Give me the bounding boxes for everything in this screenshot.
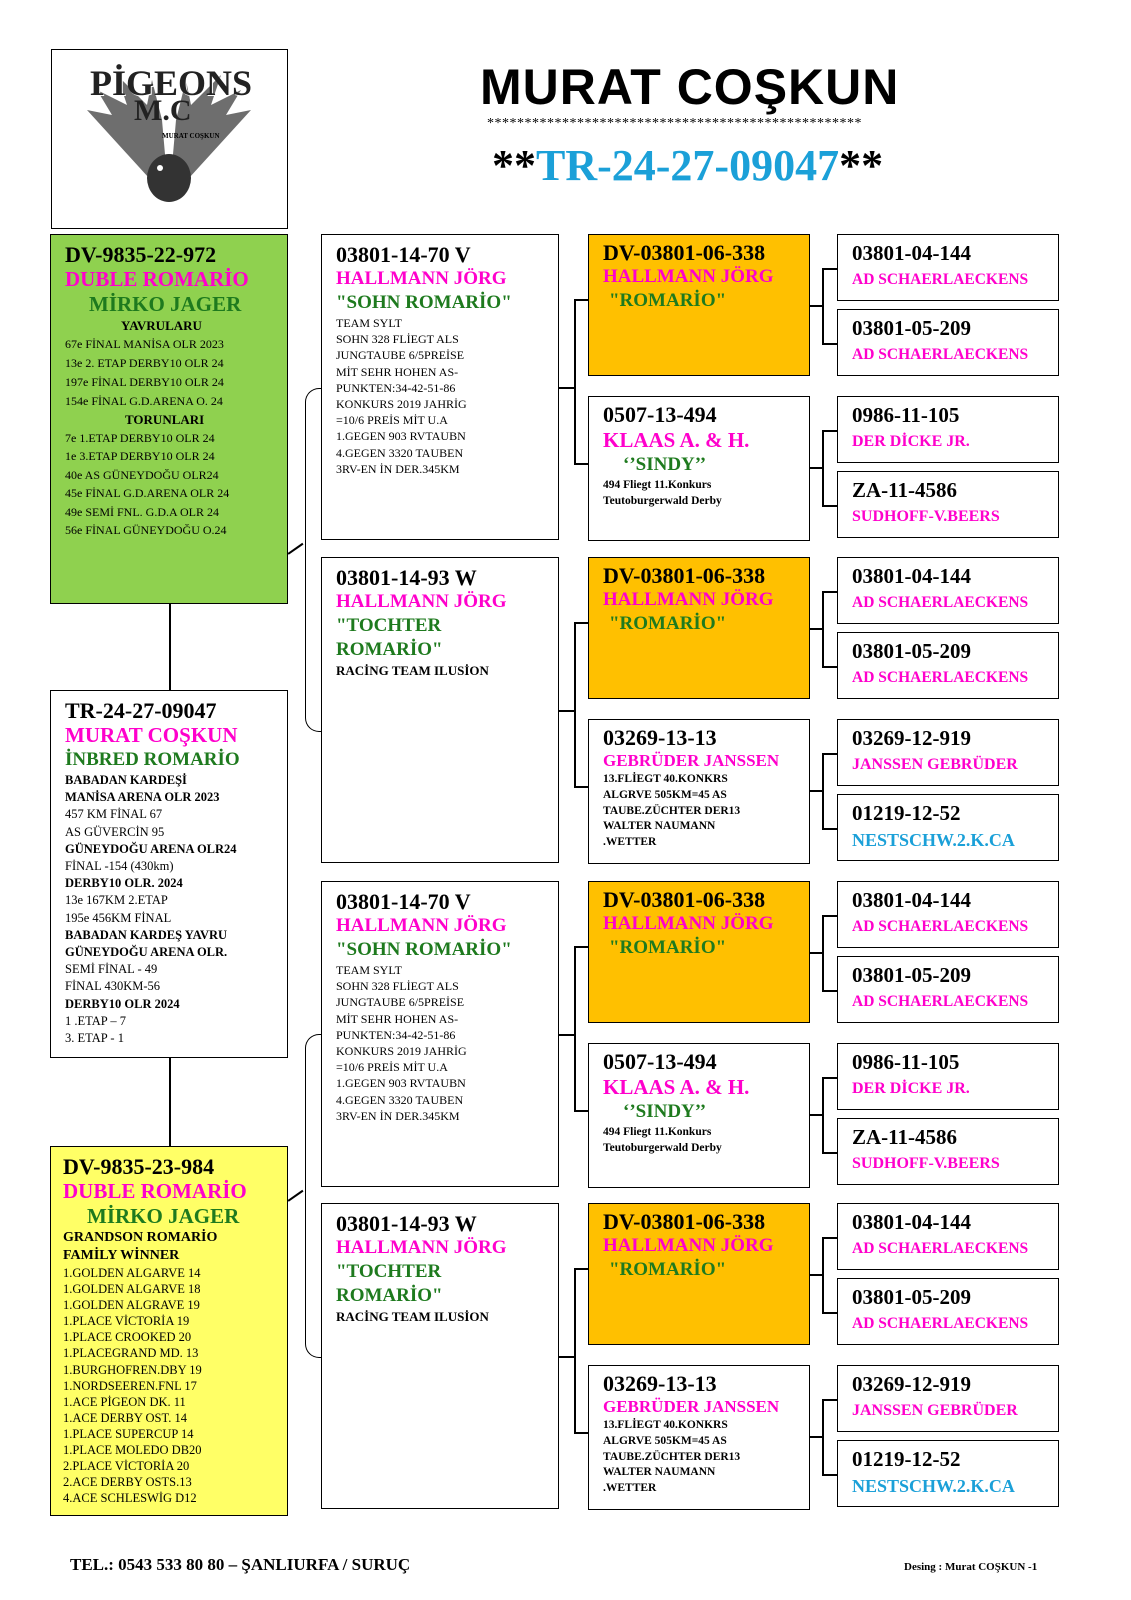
- dam-result-line: 1.NORDSEEREN.FNL 17: [63, 1378, 197, 1393]
- gen2-note-line: 4.GEGEN 3320 TAUBEN: [336, 1092, 464, 1107]
- dam-result-line: 1.BURGHOFREN.DBY 19: [63, 1362, 202, 1377]
- sire-children-heading: YAVRULARU: [121, 318, 202, 333]
- connector-line: [574, 946, 588, 948]
- connector-bracket: [305, 1034, 322, 1358]
- gen2-note-line: SOHN 328 FLİEGT ALS: [336, 332, 459, 347]
- gen2-note-line: MİT SEHR HOHEN AS-: [336, 1011, 459, 1026]
- connector-line: [288, 543, 304, 555]
- connector-line: [822, 753, 837, 755]
- connector-line: [822, 915, 837, 917]
- logo-owner: MURAT COŞKUN: [162, 132, 220, 140]
- gen2-note-line: =10/6 PREİS MİT U.A: [336, 1060, 448, 1075]
- sire-grandchild: 56e FİNAL GÜNEYDOĞU O.24: [65, 523, 227, 538]
- gen4-ring: 0986-11-105: [852, 403, 960, 427]
- gen2-note: RACİNG TEAM ILUSİON: [336, 663, 489, 678]
- subject-card: [50, 690, 288, 1058]
- gen4-breeder: DER DİCKE JR.: [852, 433, 970, 450]
- gen2-name: ROMARİO": [336, 639, 443, 660]
- main-ring-number: [492, 140, 883, 191]
- connector-line: [810, 467, 823, 469]
- gen2-note-line: PUNKTEN:34-42-51-86: [336, 380, 456, 395]
- connector-line: [822, 430, 837, 432]
- gen4-ring: 03801-04-144: [852, 1210, 971, 1234]
- gen2-notes: [336, 315, 558, 477]
- dam-name: DUBLE ROMARİO: [63, 1179, 247, 1203]
- gen3-name: "ROMARİO": [609, 613, 727, 634]
- subject-result-line: FİNAL 430KM-56: [65, 979, 161, 994]
- connector-line: [574, 1110, 588, 1112]
- gen3-note-line: 13.FLİEGT 40.KONKRS: [603, 1419, 728, 1431]
- gen2-ring: 03801-14-93 W: [336, 565, 477, 590]
- sire-card: [50, 234, 288, 604]
- gen4-breeder: AD SCHAERLAECKENS: [852, 1315, 1029, 1332]
- connector-line: [574, 622, 588, 624]
- gen2-breeder: HALLMANN JÖRG: [336, 268, 507, 289]
- subject-result-line: 195e 456KM FİNAL: [65, 910, 172, 925]
- gen4-card: [837, 1203, 1059, 1270]
- gen2-note-line: JUNGTAUBE 6/5PREİSE: [336, 995, 465, 1010]
- dam-result-line: 1.PLACE MOLEDO DB20: [63, 1443, 202, 1458]
- ring-number: TR-24-27-09047: [536, 141, 840, 190]
- star-divider: **************************************************: [487, 116, 862, 131]
- gen2-card-1: [321, 234, 559, 540]
- connector-line: [810, 305, 823, 307]
- gen3-card-klaas: [588, 396, 810, 541]
- connector-line: [822, 1152, 837, 1154]
- gen4-breeder: AD SCHAERLAECKENS: [852, 346, 1029, 363]
- gen3-ring: DV-03801-06-338: [603, 240, 766, 265]
- subject-result-line: FİNAL -154 (430km): [65, 859, 174, 874]
- dam-card: [50, 1146, 288, 1516]
- gen3-note-line: WALTER NAUMANN: [603, 820, 716, 833]
- gen3-breeder: HALLMANN JÖRG: [603, 589, 774, 610]
- gen4-breeder: SUDHOFF-V.BEERS: [852, 508, 1000, 525]
- gen2-card-3: [321, 881, 559, 1187]
- subject-result-line: DERBY10 OLR 2024: [65, 996, 180, 1011]
- logo-title: PİGEONS: [90, 63, 253, 103]
- gen3-card-romario: [588, 234, 810, 376]
- gen4-card: [837, 719, 1059, 786]
- gen4-card: [837, 632, 1059, 699]
- connector-line: [559, 387, 575, 389]
- subject-ring: TR-24-27-09047: [65, 698, 217, 723]
- gen3-name: ‘’SINDY’’: [623, 454, 707, 475]
- gen2-name: ROMARİO": [336, 1285, 443, 1306]
- logo-box: [51, 49, 288, 229]
- connector-line: [822, 990, 837, 992]
- sire-children-list: [65, 335, 287, 411]
- gen2-note-line: 3RV-EN İN DER.345KM: [336, 1108, 460, 1123]
- sire-child: 67e FİNAL MANİSA OLR 2023: [65, 337, 224, 351]
- gen3-card-klaas: [588, 1043, 810, 1188]
- gen3-note-line: WALTER NAUMANN: [603, 1466, 716, 1479]
- connector-line: [574, 622, 576, 787]
- gen4-ring: 03269-12-919: [852, 1372, 971, 1396]
- gen3-ring: DV-03801-06-338: [603, 563, 766, 588]
- connector-line: [574, 786, 588, 788]
- footer-contact: TEL.: 0543 533 80 80 – ŞANLIURFA / SURUÇ: [70, 1555, 411, 1574]
- gen2-notes: [336, 962, 558, 1124]
- gen3-note-line: .WETTER: [603, 836, 657, 849]
- gen4-ring: 03801-05-209: [852, 963, 971, 987]
- gen4-ring: 03801-04-144: [852, 888, 971, 912]
- connector-line: [822, 666, 837, 668]
- gen3-card-romario: [588, 557, 810, 699]
- gen2-note-line: 4.GEGEN 3320 TAUBEN: [336, 445, 464, 460]
- gen3-name: "ROMARİO": [609, 937, 727, 958]
- connector-bracket: [305, 388, 322, 732]
- gen4-breeder: AD SCHAERLAECKENS: [852, 271, 1029, 288]
- connector-line: [822, 1077, 837, 1079]
- connector-line: [810, 952, 823, 954]
- gen4-breeder: AD SCHAERLAECKENS: [852, 1240, 1029, 1257]
- subject-result-line: 1 .ETAP – 7: [65, 1013, 127, 1028]
- gen4-ring: 03269-12-919: [852, 726, 971, 750]
- connector-line: [822, 828, 837, 830]
- gen3-note-line: .WETTER: [603, 1482, 657, 1495]
- gen4-breeder: JANSSEN GEBRÜDER: [852, 756, 1018, 773]
- gen2-name: "SOHN ROMARİO": [336, 292, 512, 313]
- gen2-note-line: 1.GEGEN 903 RVTAUBN: [336, 1076, 466, 1091]
- connector-line: [810, 1114, 823, 1116]
- gen4-card: [837, 794, 1059, 861]
- subject-result-line: BABADAN KARDEŞİ: [65, 773, 187, 787]
- sire-ring: DV-9835-22-972: [65, 242, 217, 267]
- gen3-ring: 0507-13-494: [603, 1049, 717, 1074]
- gen3-name: ‘’SINDY’’: [623, 1101, 707, 1122]
- gen3-breeder: HALLMANN JÖRG: [603, 1235, 774, 1256]
- gen3-card-janssen: [588, 1365, 810, 1510]
- gen2-note-line: JUNGTAUBE 6/5PREİSE: [336, 348, 465, 363]
- connector-line: [574, 299, 588, 301]
- connector-line: [169, 604, 171, 690]
- gen3-note-line: 13.FLİEGT 40.KONKRS: [603, 773, 728, 785]
- gen2-note-line: PUNKTEN:34-42-51-86: [336, 1027, 456, 1042]
- dam-result-line: 1.GOLDEN ALGARVE 14: [63, 1266, 201, 1280]
- gen2-note-line: 3RV-EN İN DER.345KM: [336, 461, 460, 476]
- gen4-ring: ZA-11-4586: [852, 478, 957, 502]
- gen2-note-line: KONKURS 2019 JAHRİG: [336, 1044, 467, 1059]
- connector-line: [810, 1436, 823, 1438]
- gen4-breeder: AD SCHAERLAECKENS: [852, 669, 1029, 686]
- gen2-breeder: HALLMANN JÖRG: [336, 591, 507, 612]
- gen3-ring: 03269-13-13: [603, 1371, 717, 1396]
- gen3-note-line: Teutoburgerwald Derby: [603, 495, 722, 507]
- gen4-card: [837, 1440, 1059, 1507]
- gen2-breeder: HALLMANN JÖRG: [336, 1237, 507, 1258]
- subject-results: [65, 772, 287, 1047]
- connector-line: [822, 343, 837, 345]
- connector-line: [822, 1312, 837, 1314]
- gen4-ring: 01219-12-52: [852, 801, 961, 825]
- connector-line: [169, 1058, 171, 1146]
- ring-prefix: **: [492, 141, 536, 190]
- subject-result-line: DERBY10 OLR. 2024: [65, 876, 183, 891]
- gen4-card: [837, 956, 1059, 1023]
- gen4-card: [837, 309, 1059, 376]
- gen4-ring: 03801-05-209: [852, 639, 971, 663]
- connector-line: [810, 790, 823, 792]
- connector-line: [822, 1399, 837, 1401]
- subject-result-line: SEMİ FİNAL - 49: [65, 962, 158, 977]
- dam-result-line: 1.ACE PİGEON DK. 11: [63, 1394, 186, 1409]
- gen4-card: [837, 1043, 1059, 1110]
- gen2-ring: 03801-14-93 W: [336, 1211, 477, 1236]
- dam-ring: DV-9835-23-984: [63, 1154, 215, 1179]
- dam-result-line: 4.ACE SCHLESWİG D12: [63, 1491, 197, 1506]
- gen2-note-line: =10/6 PREİS MİT U.A: [336, 413, 448, 428]
- gen2-ring: 03801-14-70 V: [336, 889, 471, 914]
- connector-line: [822, 505, 837, 507]
- dam-result-line: 1.PLACE SUPERCUP 14: [63, 1426, 194, 1441]
- dam-heading-1: GRANDSON ROMARİO: [63, 1230, 218, 1245]
- connector-line: [574, 1268, 588, 1270]
- gen4-card: [837, 471, 1059, 538]
- gen3-name: "ROMARİO": [609, 290, 727, 311]
- gen2-card-4: [321, 1203, 559, 1509]
- dam-result-line: 1.PLACEGRAND MD. 13: [63, 1346, 199, 1361]
- connector-line: [574, 1268, 576, 1433]
- gen3-breeder: KLAAS A. & H.: [603, 1075, 750, 1099]
- gen4-ring: 03801-04-144: [852, 241, 971, 265]
- dam-heading-2: FAMİLY WİNNER: [63, 1248, 180, 1263]
- gen3-note-line: 494 Fliegt 11.Konkurs: [603, 1126, 712, 1138]
- subject-result-line: 457 KM FİNAL 67: [65, 807, 163, 822]
- gen4-ring: 01219-12-52: [852, 1447, 961, 1471]
- subject-result-line: MANİSA ARENA OLR 2023: [65, 790, 220, 805]
- sire-grandchild: 49e SEMİ FNL. G.D.A OLR 24: [65, 504, 220, 519]
- gen3-ring: 0507-13-494: [603, 402, 717, 427]
- subject-name: İNBRED ROMARİO: [65, 749, 240, 770]
- gen2-card-2: [321, 557, 559, 863]
- connector-line: [574, 1432, 588, 1434]
- connector-line: [822, 1237, 837, 1239]
- gen3-ring: 03269-13-13: [603, 725, 717, 750]
- gen4-card: [837, 557, 1059, 624]
- sire-grandchildren-heading: TORUNLARI: [125, 412, 205, 427]
- gen3-card-janssen: [588, 719, 810, 864]
- gen4-card: [837, 234, 1059, 301]
- gen3-breeder: KLAAS A. & H.: [603, 428, 750, 452]
- gen2-note: RACİNG TEAM ILUSİON: [336, 1309, 489, 1324]
- sire-breeder: MİRKO JAGER: [89, 292, 242, 316]
- gen4-breeder: AD SCHAERLAECKENS: [852, 594, 1029, 611]
- page-title: MURAT COŞKUN: [480, 59, 900, 115]
- connector-line: [810, 628, 823, 630]
- subject-owner: MURAT COŞKUN: [65, 723, 238, 747]
- subject-result-line: 3. ETAP - 1: [65, 1031, 124, 1046]
- sire-grandchildren-list: [65, 429, 287, 539]
- sire-child: 154e FİNAL G.D.ARENA O. 24: [65, 394, 223, 408]
- gen2-note-line: KONKURS 2019 JAHRİG: [336, 397, 467, 412]
- dam-result-line: 1.GOLDEN ALGRAVE 19: [63, 1298, 200, 1313]
- sire-child: 197e FİNAL DERBY10 OLR 24: [65, 375, 224, 389]
- dam-result-line: 2.ACE DERBY OSTS.13: [63, 1475, 192, 1490]
- gen3-note-line: TAUBE.ZÜCHTER DER13: [603, 1450, 741, 1463]
- gen2-name: "SOHN ROMARİO": [336, 939, 512, 960]
- gen3-card-romario: [588, 881, 810, 1023]
- connector-line: [822, 591, 837, 593]
- gen4-breeder: JANSSEN GEBRÜDER: [852, 1402, 1018, 1419]
- sire-child: 13e 2. ETAP DERBY10 OLR 24: [65, 356, 224, 370]
- gen3-breeder: GEBRÜDER JANSSEN: [603, 751, 780, 770]
- gen3-note-line: Teutoburgerwald Derby: [603, 1142, 722, 1154]
- connector-line: [810, 1274, 823, 1276]
- gen2-name: "TOCHTER: [336, 615, 442, 636]
- gen4-breeder: DER DİCKE JR.: [852, 1080, 970, 1097]
- gen2-note-line: 1.GEGEN 903 RVTAUBN: [336, 429, 466, 444]
- subject-result-line: 13e 167KM 2.ETAP: [65, 893, 168, 908]
- gen4-ring: 03801-05-209: [852, 316, 971, 340]
- gen4-breeder: NESTSCHW.2.K.CA: [852, 830, 1015, 850]
- gen4-card: [837, 881, 1059, 948]
- connector-line: [574, 299, 576, 464]
- footer-design-credit: Desing : Murat COŞKUN -1: [904, 1561, 1038, 1573]
- gen3-note-line: ALGRVE 505KM=45 AS: [603, 1434, 727, 1447]
- gen3-card-romario: [588, 1203, 810, 1345]
- connector-line: [288, 1190, 304, 1202]
- connector-line: [574, 463, 588, 465]
- gen3-note-line: 494 Fliegt 11.Konkurs: [603, 479, 712, 491]
- gen4-breeder: AD SCHAERLAECKENS: [852, 993, 1029, 1010]
- dam-result-line: 1.PLACE CROOKED 20: [63, 1330, 192, 1345]
- gen3-note-line: ALGRVE 505KM=45 AS: [603, 788, 727, 801]
- sire-grandchild: 1e 3.ETAP DERBY10 OLR 24: [65, 449, 215, 464]
- gen3-note-line: TAUBE.ZÜCHTER DER13: [603, 804, 741, 817]
- gen4-ring: 0986-11-105: [852, 1050, 960, 1074]
- connector-line: [559, 1356, 575, 1358]
- dam-result-line: 1.PLACE VİCTORİA 19: [63, 1314, 190, 1329]
- gen3-ring: DV-03801-06-338: [603, 887, 766, 912]
- dam-results: [63, 1265, 287, 1506]
- gen4-card: [837, 1365, 1059, 1432]
- gen4-ring: ZA-11-4586: [852, 1125, 957, 1149]
- subject-result-line: BABADAN KARDEŞ YAVRU: [65, 927, 228, 942]
- dam-result-line: 1.ACE DERBY OST. 14: [63, 1410, 187, 1425]
- gen3-name: "ROMARİO": [609, 1259, 727, 1280]
- gen2-note-line: TEAM SYLT: [336, 316, 402, 330]
- ring-suffix: **: [839, 141, 884, 190]
- gen2-breeder: HALLMANN JÖRG: [336, 915, 507, 936]
- gen2-ring: 03801-14-70 V: [336, 242, 471, 267]
- gen2-note-line: TEAM SYLT: [336, 963, 402, 977]
- gen4-breeder: NESTSCHW.2.K.CA: [852, 1476, 1015, 1496]
- sire-grandchild: 40e AS GÜNEYDOĞU OLR24: [65, 467, 219, 482]
- gen3-ring: DV-03801-06-338: [603, 1209, 766, 1234]
- subject-result-line: AS GÜVERCİN 95: [65, 824, 165, 839]
- gen4-card: [837, 1118, 1059, 1185]
- gen2-note-line: SOHN 328 FLİEGT ALS: [336, 979, 459, 994]
- dam-breeder: MİRKO JAGER: [87, 1204, 240, 1228]
- gen4-card: [837, 1278, 1059, 1345]
- gen2-name: "TOCHTER: [336, 1261, 442, 1282]
- connector-line: [822, 268, 837, 270]
- subject-result-line: GÜNEYDOĞU ARENA OLR.: [65, 945, 228, 960]
- gen4-breeder: AD SCHAERLAECKENS: [852, 918, 1029, 935]
- gen4-breeder: SUDHOFF-V.BEERS: [852, 1155, 1000, 1172]
- gen2-note-line: MİT SEHR HOHEN AS-: [336, 364, 459, 379]
- connector-line: [822, 1474, 837, 1476]
- sire-grandchild: 7e 1.ETAP DERBY10 OLR 24: [65, 431, 215, 445]
- gen4-card: [837, 396, 1059, 463]
- logo-mc: M.C: [134, 94, 192, 127]
- subject-result-line: GÜNEYDOĞU ARENA OLR24: [65, 841, 237, 856]
- gen4-ring: 03801-04-144: [852, 564, 971, 588]
- gen3-breeder: HALLMANN JÖRG: [603, 913, 774, 934]
- dam-result-line: 1.GOLDEN ALGARVE 18: [63, 1282, 201, 1297]
- connector-line: [559, 1034, 575, 1036]
- sire-name: DUBLE ROMARİO: [65, 267, 249, 291]
- dam-result-line: 2.PLACE VİCTORİA 20: [63, 1459, 190, 1474]
- gen3-breeder: HALLMANN JÖRG: [603, 266, 774, 287]
- connector-line: [574, 946, 576, 1111]
- sire-grandchild: 45e FİNAL G.D.ARENA OLR 24: [65, 486, 230, 501]
- connector-line: [559, 710, 575, 712]
- gen4-ring: 03801-05-209: [852, 1285, 971, 1309]
- gen3-breeder: GEBRÜDER JANSSEN: [603, 1397, 780, 1416]
